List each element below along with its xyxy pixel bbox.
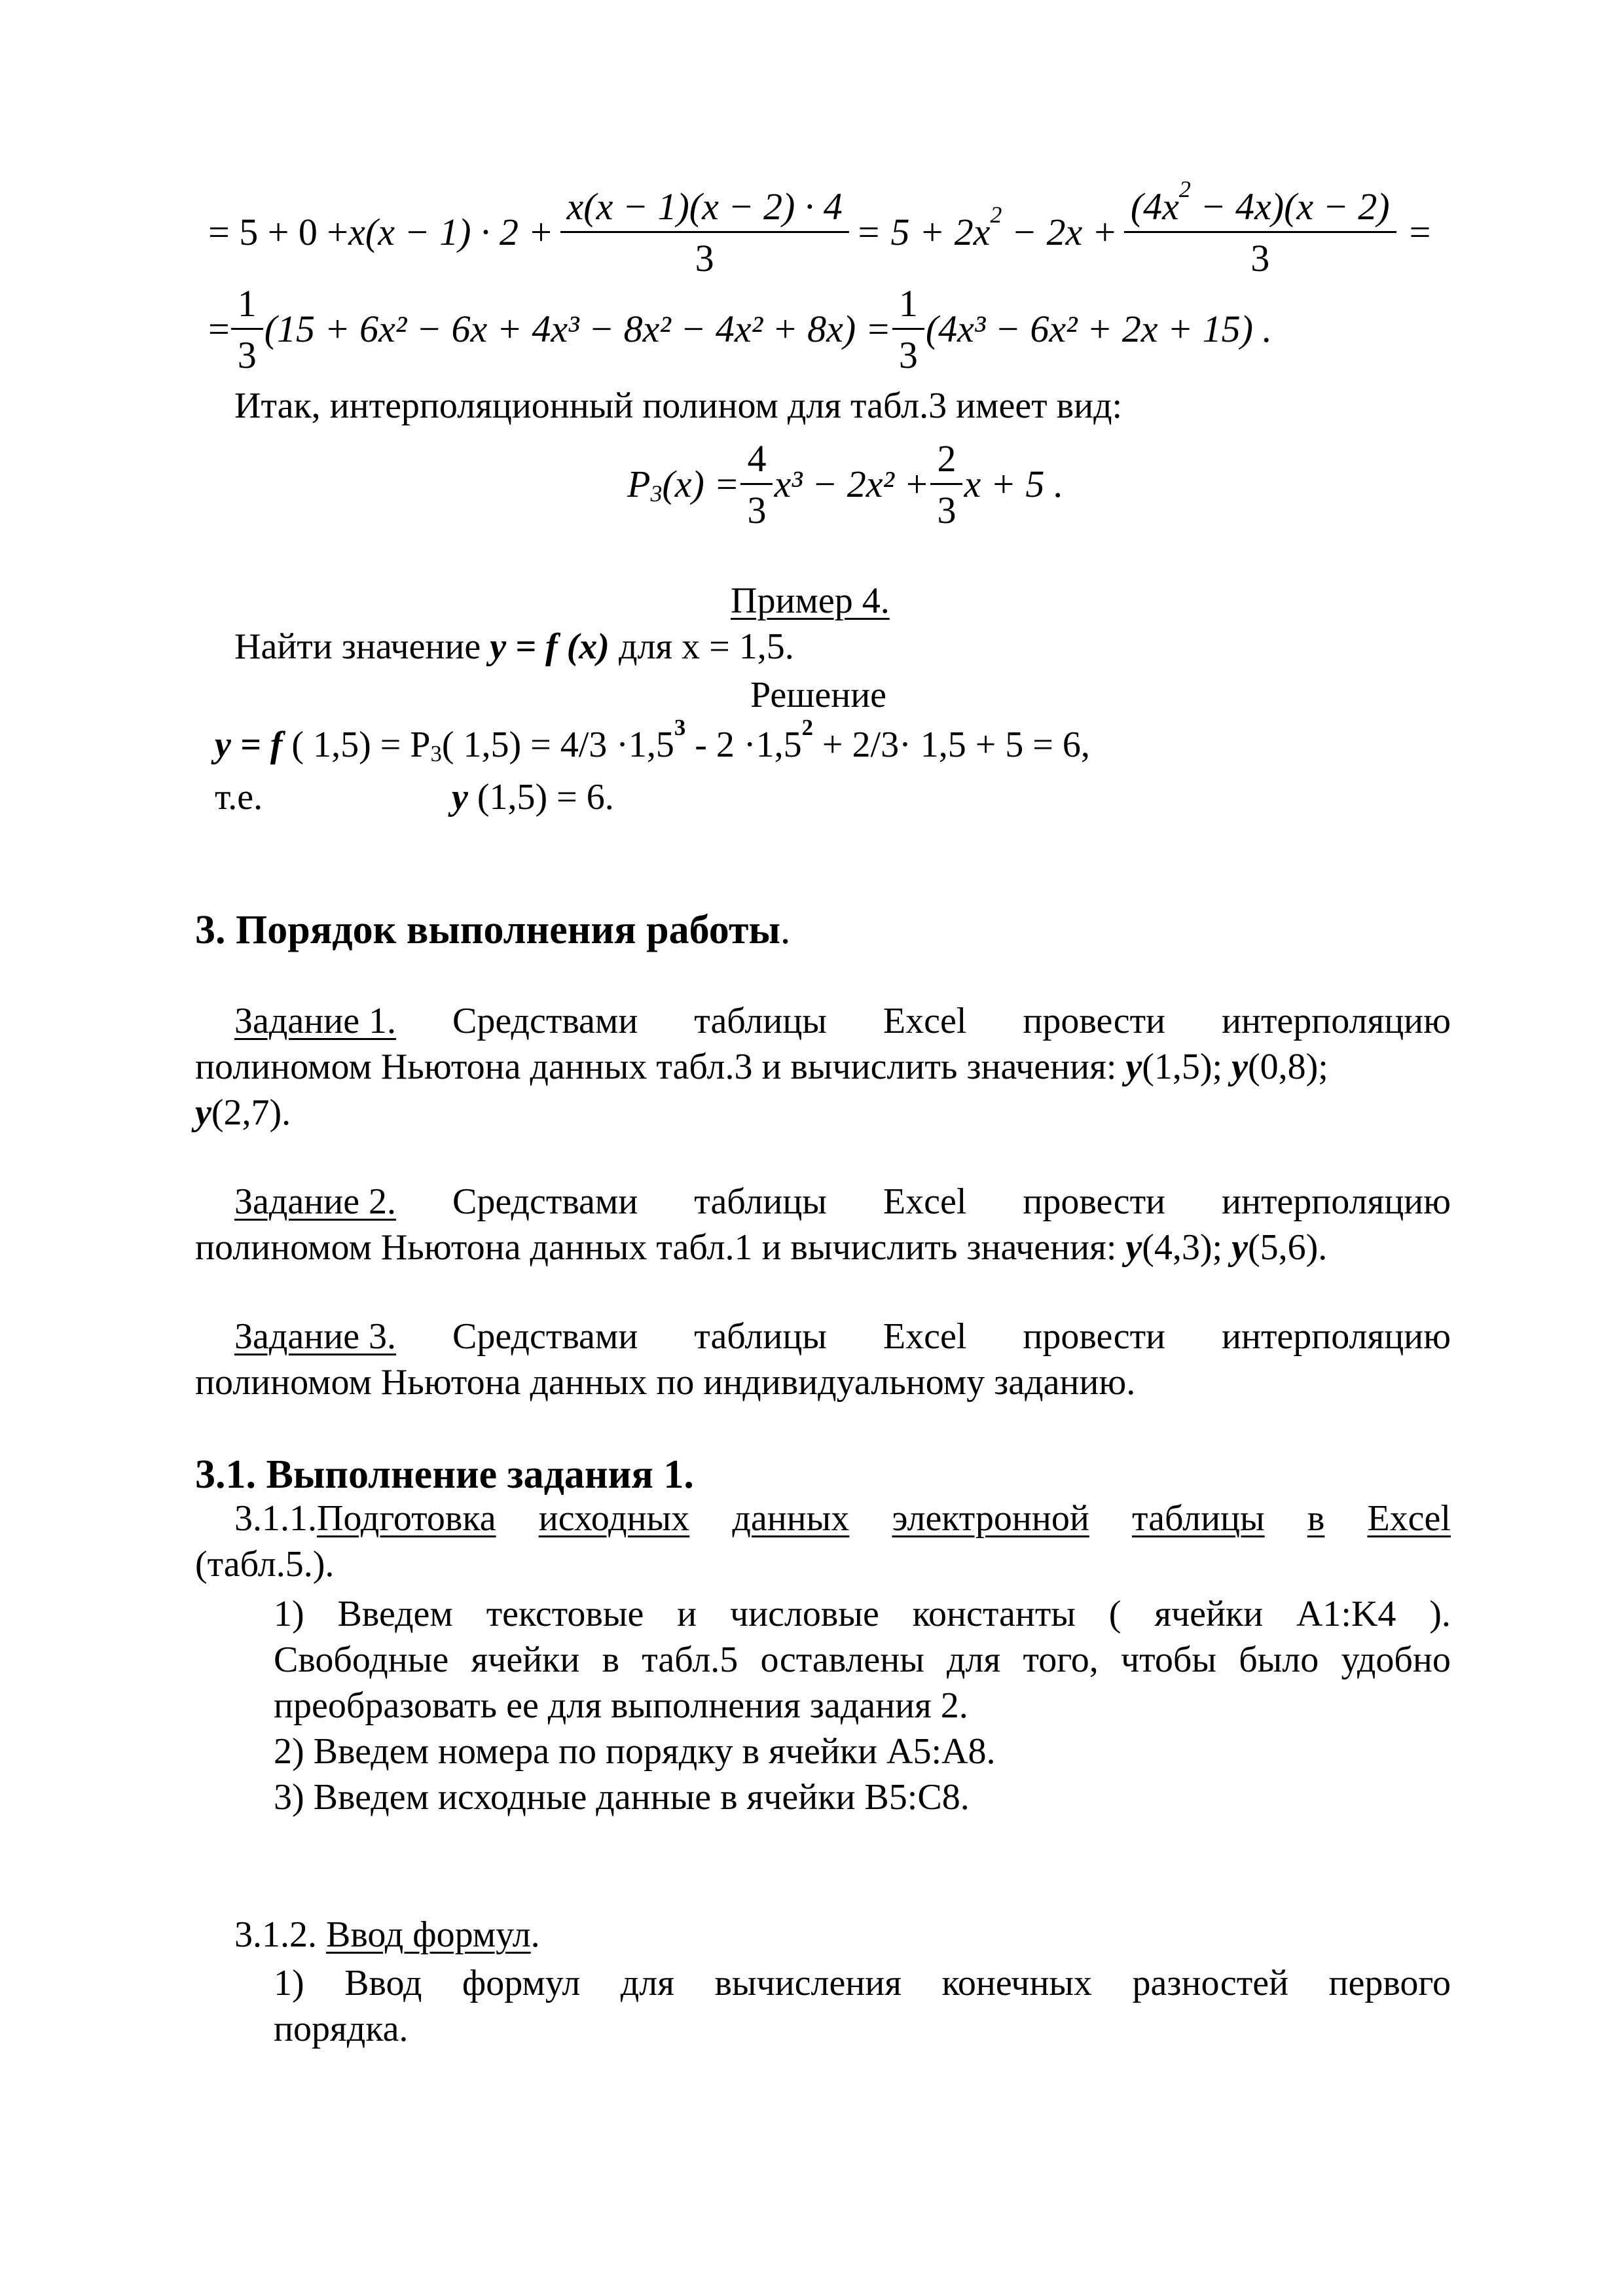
fraction-2-numerator: $(4x^2 - 4x)(x - 2)$ (1124, 188, 1396, 233)
derivation-line2-prefix: = (208, 308, 230, 350)
calc-y: y = f (215, 725, 283, 765)
fraction-1 (560, 185, 849, 279)
fraction-1-numerator: x(x − 1)(x − 2) · 4 (560, 188, 849, 233)
example-4-result (452, 779, 614, 816)
step-1-line-2: Свободные ячейки в табл.5 оставлены для того, чтобы было удобно (274, 1640, 1451, 1680)
derivation-line-1 (208, 175, 1431, 281)
summary-text: Итак, интерполяционный полином для табл.3 имеет вид: (234, 386, 1123, 426)
derivation-prefix: = 5 + 0 + (208, 211, 349, 253)
example-4-calculation: y = f ( $1,5) = P_3$( $1,5) = 4/3 \cdot 1,5^3 - 2 \cdot 1,5^2 + 2/3\cdot 1,5 + 5 = 6$, (215, 715, 1090, 766)
task-1-line-2: полиномом Ньютона данных табл.3 и вычислить значения: y(1,5); y(0,8); (195, 1047, 1328, 1087)
step-1-line-3: преобразовать ее для выполнения задания 2. (274, 1685, 968, 1726)
task-3-label: Задание 3. (234, 1316, 397, 1357)
poly-coef-2-den: 3 (937, 488, 957, 531)
derivation-line-2 (208, 280, 1272, 378)
subsection-3-1-1-number: 3.1.1.Подготовка (234, 1498, 496, 1539)
fraction-3-denominator: 3 (237, 333, 257, 376)
step-1-line-1: 1) Введем текстовые и числовые константы ( ячейки A1:K4 ). (274, 1594, 1451, 1634)
result-value: (1,5) = 6. (467, 777, 614, 817)
section-3-1-heading: 3.1. Выполнение задания 1. (195, 1452, 694, 1497)
fraction-1-denominator: 3 (695, 236, 714, 279)
task-suffix: для x = 1,5. (609, 626, 794, 667)
fraction-2 (1124, 175, 1396, 279)
poly-coef-1 (740, 437, 773, 531)
step-2: 2) Введем номера по порядку в ячейки A5:A8. (274, 1731, 996, 1772)
task-1-label: Задание 1. (234, 1001, 397, 1041)
task-2-line-1: Задание 2. Средствами таблицы Excel провести интерполяцию (234, 1181, 1451, 1222)
fraction-3 (231, 281, 263, 376)
poly-coef-1-num: 4 (740, 440, 773, 485)
poly-lhs: $P_3(x)$ = (627, 463, 740, 507)
result-y: y (452, 777, 468, 817)
poly-term-1: x³ − 2x² + (774, 463, 930, 505)
task-formula: y = f (x) (490, 626, 610, 667)
interpolation-polynomial (627, 432, 1063, 537)
te-label: т.е. (215, 777, 263, 817)
fraction-4 (892, 281, 924, 376)
derivation-line2-body2: (4x³ − 6x² + 2x + 15) . (925, 308, 1272, 350)
derivation-line2-body: (15 + 6x² − 6x + 4x³ − 8x² − 4x² + 8x) = (264, 308, 891, 350)
fraction-3-numerator: 1 (231, 285, 263, 330)
subsection-3-1-1-title: 3.1.1.Подготовка исходных данных электронной таблицы в Excel (234, 1498, 1451, 1539)
task-prefix: Найти значение (234, 626, 490, 667)
derivation-term-1: x(x − 1) · 2 + (348, 211, 554, 253)
fraction-4-numerator: 1 (892, 285, 924, 330)
task-2-line-2: полиномом Ньютона данных табл.1 и вычислить значения: y(4,3); y(5,6). (195, 1227, 1328, 1268)
subsection-3-1-1-cont: (табл.5.). (195, 1544, 335, 1585)
poly-coef-2 (930, 437, 962, 531)
example-4-task (234, 628, 794, 665)
example-4-title: Пример 4. (731, 581, 890, 621)
derivation-mid: = $5 + 2x^2 - 2x$ + (855, 201, 1118, 253)
task-2-label: Задание 2. (234, 1181, 397, 1222)
section-3-heading: 3. Порядок выполнения работы. (195, 908, 791, 952)
subsection-3-1-2-title: 3.1.2. Ввод формул. (234, 1914, 540, 1955)
task-3-line-2: полиномом Ньютона данных по индивидуальному заданию. (195, 1362, 1136, 1403)
fraction-2-denominator: 3 (1250, 236, 1270, 279)
task-3-line-1: Задание 3. Средствами таблицы Excel провести интерполяцию (234, 1316, 1451, 1357)
formula-step-1-line-2: порядка. (274, 2009, 409, 2049)
task-1-line-1: Задание 1. Средствами таблицы Excel провести интерполяцию (234, 1001, 1451, 1041)
step-3: 3) Введем исходные данные в ячейки B5:C8. (274, 1777, 970, 1818)
fraction-4-denominator: 3 (898, 333, 918, 376)
poly-coef-2-num: 2 (930, 440, 962, 485)
formula-step-1-line-1: 1) Ввод формул для вычисления конечных разностей первого (274, 1963, 1451, 2003)
example-4-conclusion (215, 779, 263, 816)
derivation-suffix: = (1409, 211, 1431, 253)
poly-coef-1-den: 3 (747, 488, 767, 531)
solution-label: Решение (750, 675, 887, 715)
task-1-line-3: y(2,7). (195, 1092, 291, 1133)
poly-term-2: x + 5 . (964, 463, 1064, 505)
